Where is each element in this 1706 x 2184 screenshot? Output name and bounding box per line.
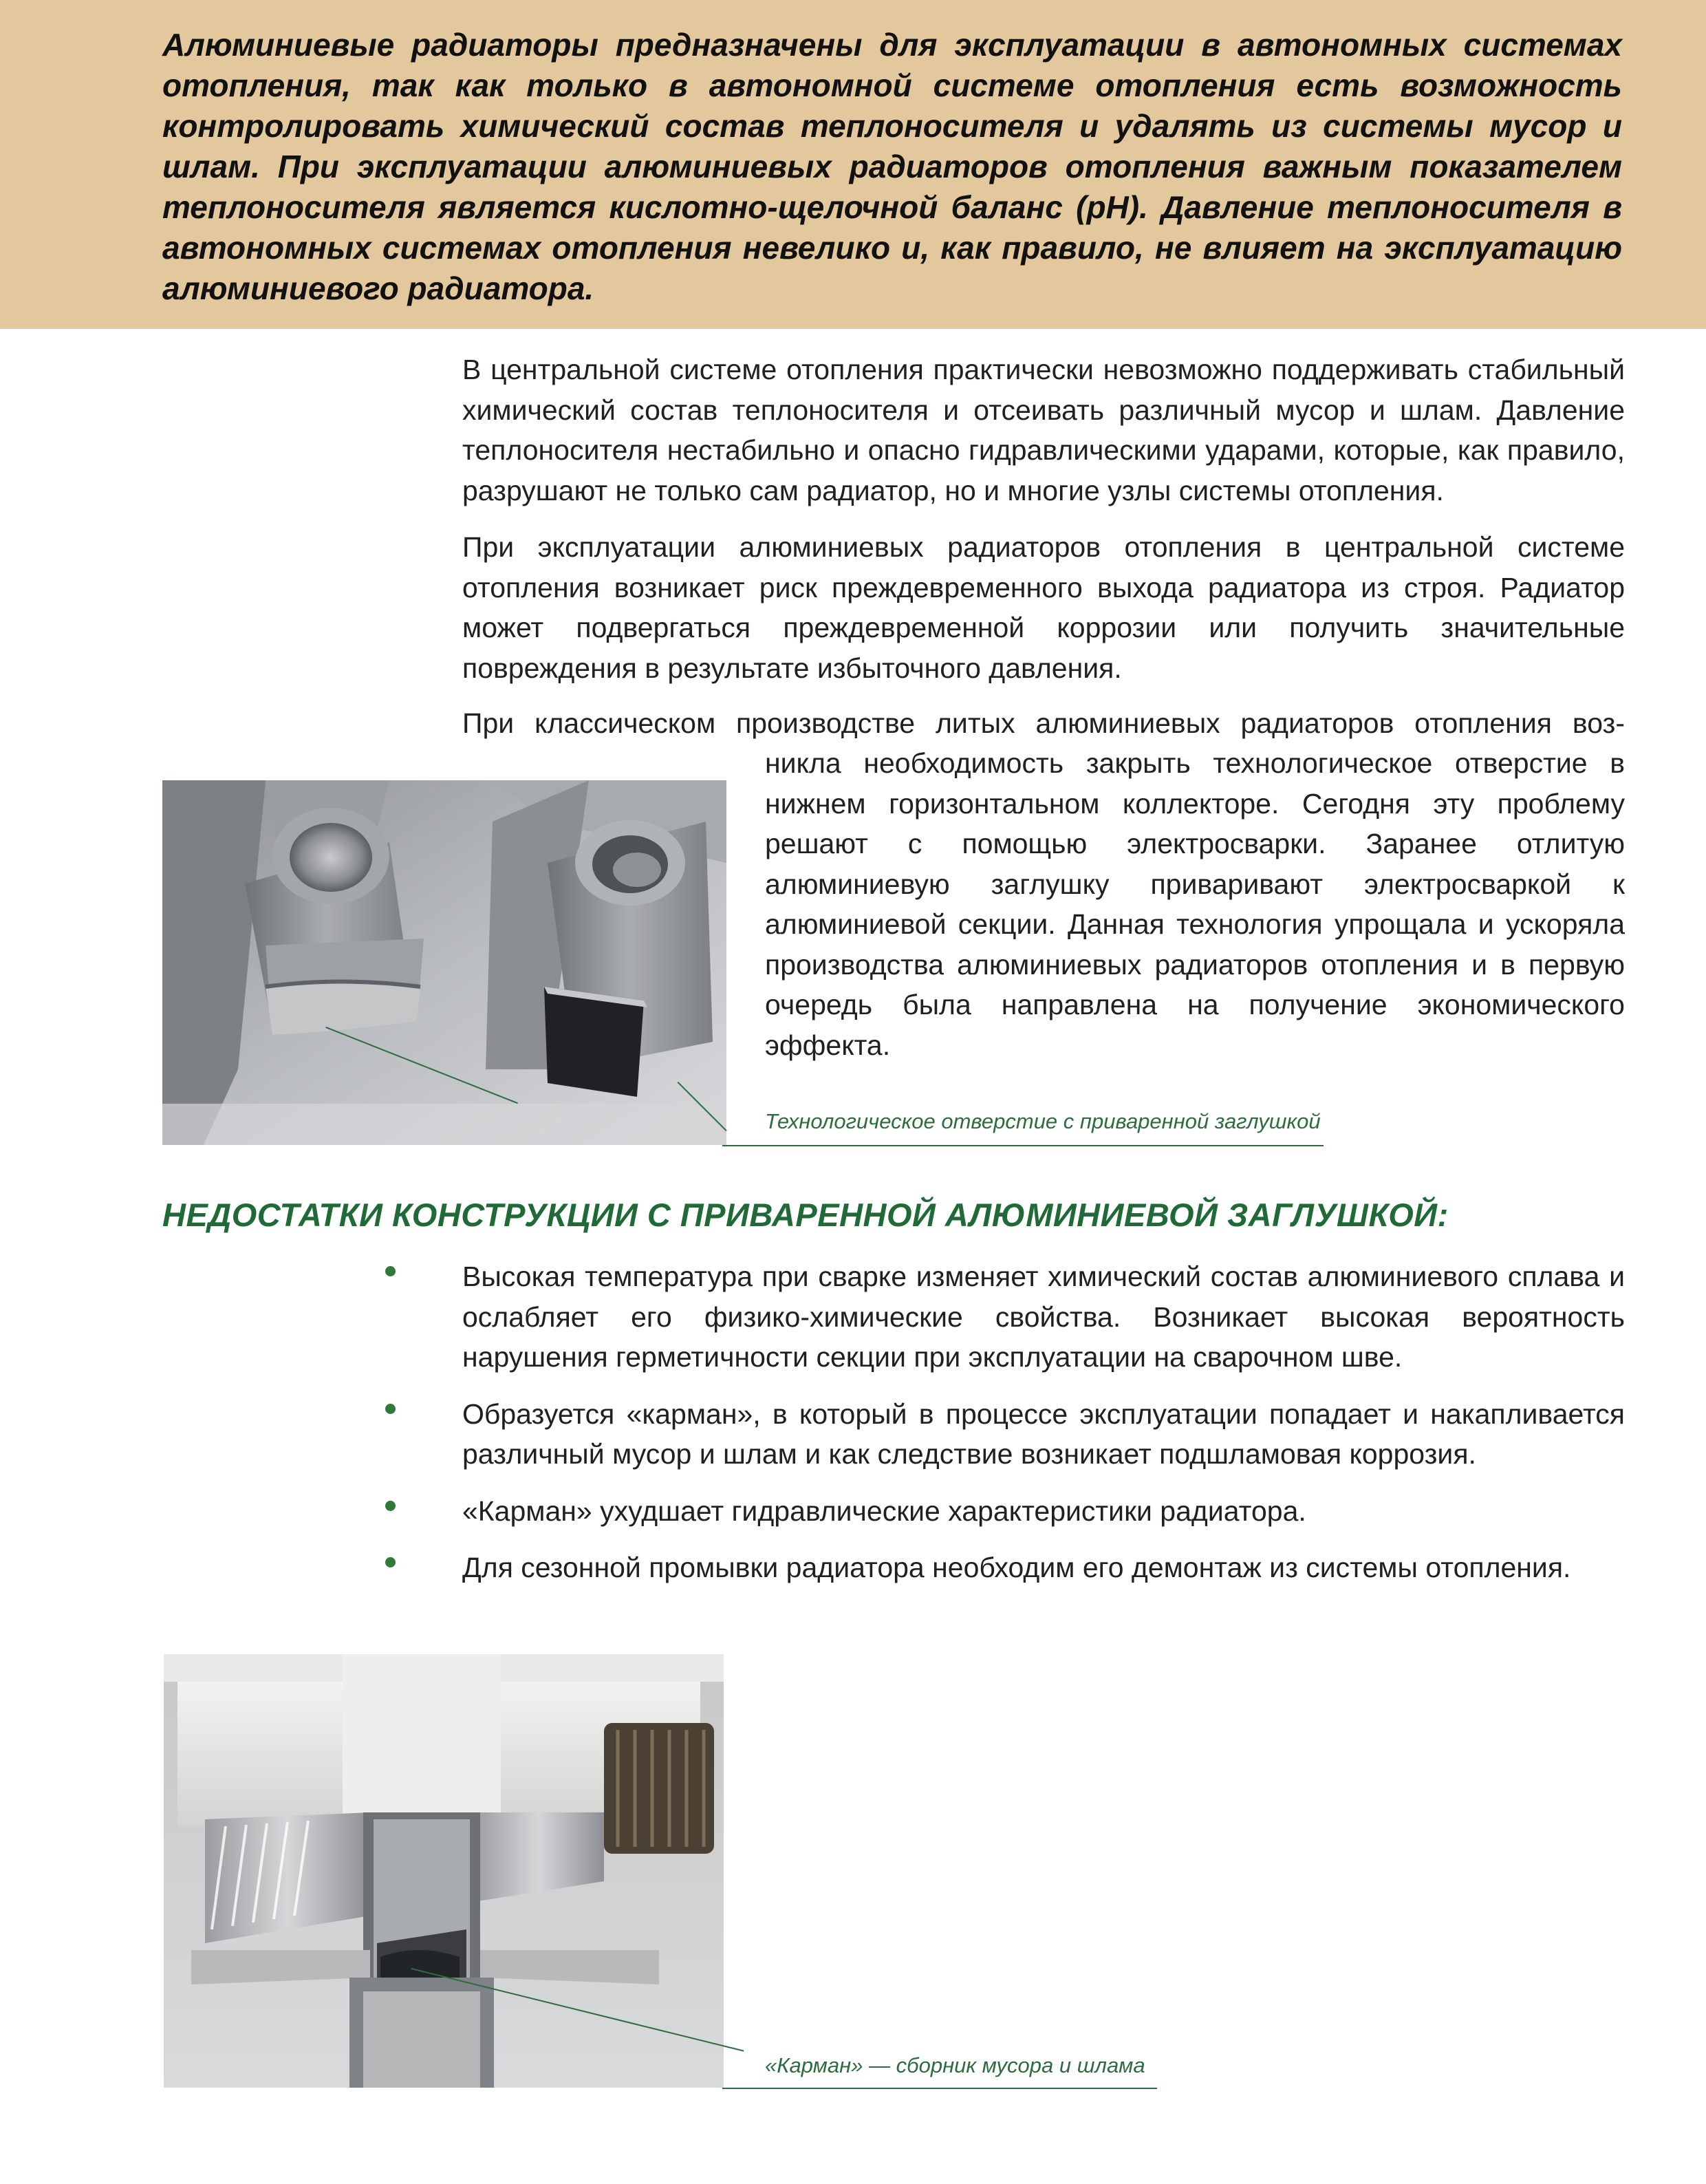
welded-plug-photo — [162, 780, 726, 1145]
pocket-cross-section-photo — [164, 1654, 724, 2088]
intro-banner-text: Алюминиевые радиаторы предназначены для эксплуатации в автономных системах отопления, так как только в автономной системе отопления есть возможность контролировать химический состав теплоносителя и удалять из системы мусор и шлам. При эксплуатации алюминиевых радиаторов отопления важным показателем теплоносителя является кислотно-щелочной баланс (pH). Давление теплоносителя в автономных системах отопления невелико и, как правило, не влияет на эксплуатацию алюминиевого радиатора. — [162, 27, 1622, 306]
list-item — [385, 1548, 1625, 1588]
list-item-text: Для сезонной промывки радиатора необходим его демонтаж из системы отопления. — [462, 1552, 1571, 1583]
bullet-icon — [385, 1501, 396, 1511]
list-item-text: Высокая температура при сварке изменяет химический состав алюминиевого сплава и ослабляет его физико-химические свойства. Возникает высокая вероятность нарушения герметичности секции при эксплуатации на сварочном шве. — [462, 1261, 1625, 1373]
paragraph-production-first-line: При классическом производстве литых алюминиевых радиаторов отопления воз- — [462, 707, 1625, 739]
list-item-text: Образуется «карман», в который в процессе эксплуатации попадает и накапливается различный мусор и шлам и как следствие возникает подшламовая коррозия. — [462, 1398, 1625, 1470]
list-item — [385, 1491, 1625, 1532]
section-heading: НЕДОСТАТКИ КОНСТРУКЦИИ С ПРИВАРЕННОЙ АЛЮМИНИЕВОЙ ЗАГЛУШКОЙ: — [162, 1197, 1449, 1233]
paragraph-corrosion-risk: При эксплуатации алюминиевых радиаторов отопления в центральной системе отопления возникает риск преждевременного выхода радиатора из строя. Радиатор может подвергаться преждевременной коррозии или получить значительные повреждения в результате избыточного давления. — [462, 531, 1625, 684]
list-item-text: «Карман» ухудшает гидравлические характеристики радиатора. — [462, 1495, 1306, 1527]
figure-caption: «Карман» — сборник мусора и шлама — [765, 2053, 1145, 2077]
list-item — [385, 1256, 1625, 1378]
paragraph-central-heating: В центральной системе отопления практически невозможно поддерживать стабильный химический состав теплоносителя и отсеивать различный мусор и шлам. Давление теплоносителя нестабильно и опасно гидравлическими ударами, которые, как правило, разрушают не только сам радиатор, но и многие узлы системы отопления. — [462, 354, 1625, 506]
disadvantages-list — [385, 1256, 1625, 1605]
bullet-icon — [385, 1404, 396, 1414]
paragraph-production-rest: никла необходимость закрыть технологическое отверстие в нижнем горизонтальном коллекторе. Сегодня эту проблему решают с помощью электросварки. Заранее отлитую алюминиевую заглушку приваривают электросваркой к алюминиевой секции. Данная технология упрощала и ускоряла производства алюминиевых радиаторов отопления и в первую очередь была направлена на получение экономического эффекта. — [765, 747, 1625, 1061]
list-item — [385, 1394, 1625, 1475]
caption-underline — [722, 2088, 1157, 2089]
bullet-icon — [385, 1266, 396, 1276]
bullet-icon — [385, 1557, 396, 1567]
figure-caption: Технологическое отверстие с приваренной заглушкой — [765, 1109, 1321, 1133]
caption-underline — [722, 1145, 1324, 1146]
